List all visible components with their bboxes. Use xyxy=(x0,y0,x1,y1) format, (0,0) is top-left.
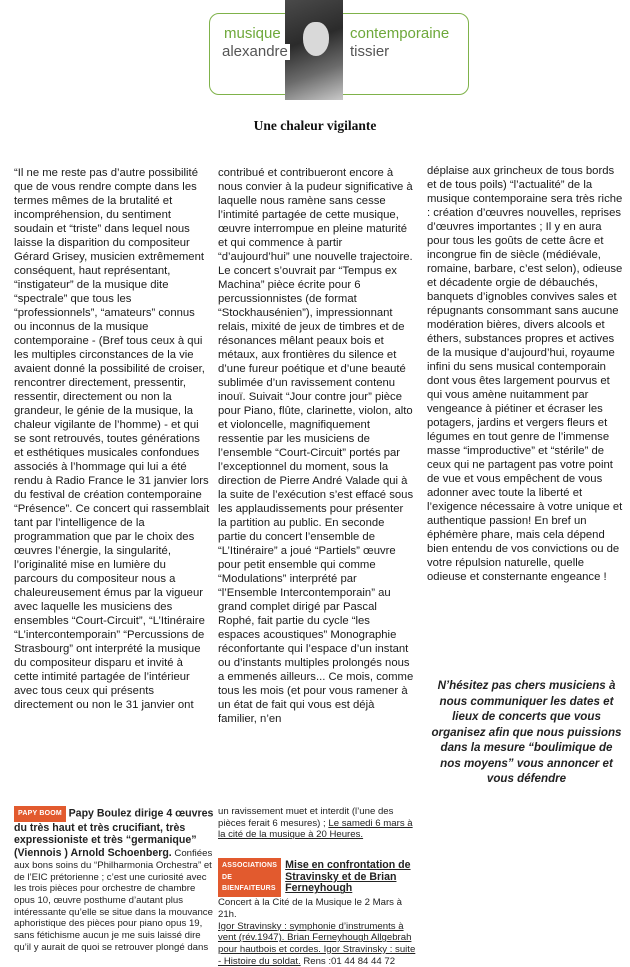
callout-text: N’hésitez pas chers musiciens à nous communiquer les dates et lieux de concerts que vous organisez afin que nous puissions dans la mesure “boulimique de nos moyens” vous annoncer et vous défendre xyxy=(431,679,622,785)
papy-boom-body: Confiées aux bons soins du “Philharmonia Orchestra” et de l’EIC prétorienne ; c’est une curiosité avec les trois pièces pour orchestre de chambre opus 10, œuvre posthume d’autant plus intéressante qu’elle se situe dans la mouvance aphoristique des pièces pour piano opus 19, sans fétichisme aucun je me suis laissé dire qu’il y aurait de quoi se retrouver plongé dans xyxy=(14,848,213,953)
article-column-3 xyxy=(427,164,623,584)
papy-boom-cont-text: un ravissement muet et interdit (l’une des pièces ferait 6 mesures) ; xyxy=(218,806,394,829)
column-2-text: contribué et contribueront encore à nous convier à la pudeur significative à laquelle nous ramène sans cesse l’intimité partagée de cette musique, œuvre interrompue en pleine maturité et qui commence à partir “d’aujourd’hui” une nouvelle trajectoire. Le concert s’ouvrait par “Tempus ex Machina” pièce écrite pour 6 percussionnistes (de format “Stockhausénien”), impressionnant relais, mixité de jeux de timbres et de résonances mêlant peaux bois et métaux, aux frontières du silence et d’une fureur poétique et d’une beauté sublimée d’un ravissement contenu inouï. Suivait “Jour contre jour” pièce pour Piano, flûte, clarinette, violon, alto et violoncelle, magnifiquement ressentie par les musiciens de l’ensemble “Court-Circuit” portés par l’exceptionnel du moment, sous la direction de Pierre André Valade qui à la suite de l’exécution s’est effacé sous les applaudissements pour présenter la partition au public. En seconde partie du concert l’ensemble de “L’Itinéraire” a joué “Partiels” œuvre pour petit ensemble qui comme “Modulations” interprété par “l’Ensemble Intercontemporain” au grand complet dirigé par Pascal Rophé, fait partie du cycle “les espaces acoustiques” Monographie réconfortante qui l’espace d’un instant ou d’instants multiples prolongés nous a emmenés ailleurs... Ce mois, comme tous les mois (et pour vous ramener à un état de fait qui vous est déjà familier, n’en xyxy=(218,167,414,725)
associations-box xyxy=(218,858,418,967)
article-headline: Une chaleur vigilante xyxy=(253,118,377,133)
papy-boom-title: Papy Boulez dirige 4 œuvres du très haut et très crucifiant, très expressioniste et très “germanique” (Viennois ) Arnold Schoenberg. xyxy=(14,807,214,860)
header-word-alexandre: alexandre xyxy=(222,43,288,60)
column-3-text: déplaise aux grincheux de tous bords et de tous poils) “l’actualité” de la musique contemporaine sera très riche : création d’œuvres nouvelles, reprises d’œuvres importantes ; Il y en aura pour tous les goûts de cette âcre et incongrue fin de siècle (médiévale, romaine, barbare, c’est selon), odieuse et décadente orgie de débauchés, banquets d’ignobles convives sales et répugnants consommant sans aucune modération bières, divers alcools et éthers, substances propres et actives de la musique d’aujourd’hui, royaume infini du sens musical contemporain dont vous êtes largement pourvus et qui vous amène nuitamment par vengeance à piétiner et écraser les potagers, jardins et vergers fleurs et légumes en tout genre de l’immense masse “improductive” et “stérile” de ceux qui ne partagent pas votre point de vue et vous empêchent de vous adonner avec toute la liberté et l’exigence nécessaire à votre unique et authentique passion! En bref un éphémère phare, mais cela dépend bien entendu de vos convictions ou de votre répulsion naturelle, quelle odieuse et consternante engeance ! xyxy=(427,165,623,583)
associations-line1: Concert à la Cité de la Musique le 2 Mars à 21h. xyxy=(218,897,402,920)
portrait-face xyxy=(303,22,329,56)
papy-boom-box xyxy=(14,806,214,953)
papy-boom-tag: PAPY BOOM xyxy=(14,806,66,822)
portrait-photo xyxy=(285,0,343,100)
article-column-2 xyxy=(218,166,415,726)
papy-boom-date: Le samedi 6 mars à la cité de la musique à 20 Heures. xyxy=(218,817,413,841)
papy-boom-continued xyxy=(218,806,418,841)
header-word-contemporaine: contemporaine xyxy=(350,25,450,42)
header-word-tissier: tissier xyxy=(350,43,390,60)
associations-tagline xyxy=(218,858,418,897)
associations-tag: ASSOCIATIONS DE BIENFAITEURS xyxy=(218,858,281,897)
header-word-musique: musique xyxy=(224,25,281,42)
article-column-1 xyxy=(14,166,210,712)
associations-program: Igor Stravinsky : symphonie d’instruments à vent (rév.1947). Brian Ferneyhough Allgebrah pour hautbois et cordes. Igor Stravinsky : suite - Histoire du soldat. xyxy=(218,920,416,967)
column-1-text: “Il ne me reste pas d’autre possibilité que de vous rendre compte dans les termes mêmes de la brutalité et incompréhension, du sentiment soudain et “triste” dans lequel nous laisse la disparition du compositeur Gérard Grisey, musicien extrêmement conséquent, haut représentant, “instigateur” de la musique dite “spectrale” que tous les “professionnels”, “amateurs” connus ou inconnus de la musique contemporaine - (Bref tous ceux à qui les multiples circonstances de la vie avaient donné la possibilité de croiser, rencontrer directement, pressentir, ressentir, directement ou non la grandeur, le génie de la musique, la chaleur vigilante de l’homme) - et qui se sont retrouvés, toutes générations et esthétiques musicales confondues associés à l’hommage qui lui a été rendu à Radio France le 31 janvier lors du festival de création contemporaine “Présence”. Ce concert qui rassemblait tant par l’intelligence de la programmation que par le choix des œuvres l’énergie, la singularité, l’originalité mise en lumière du parcours du compositeur nous a chaleureusement émus par la vigueur avec laquelle les musiciens des ensembles “Court-Circuit”, “L’Itinéraire “L’intercontemporain” “Percussions de Strasbourg” ont interprété la musique du compositeur disparu et invité à cette intimité partagée de l’intérieur avec tous ceux qui présents directement ou non le 31 janvier ont xyxy=(14,167,210,711)
associations-contact: Rens :01 44 84 44 72 xyxy=(300,955,396,967)
associations-title: Mise en confrontation de Stravinsky et de Brian Ferneyhough xyxy=(285,859,411,895)
